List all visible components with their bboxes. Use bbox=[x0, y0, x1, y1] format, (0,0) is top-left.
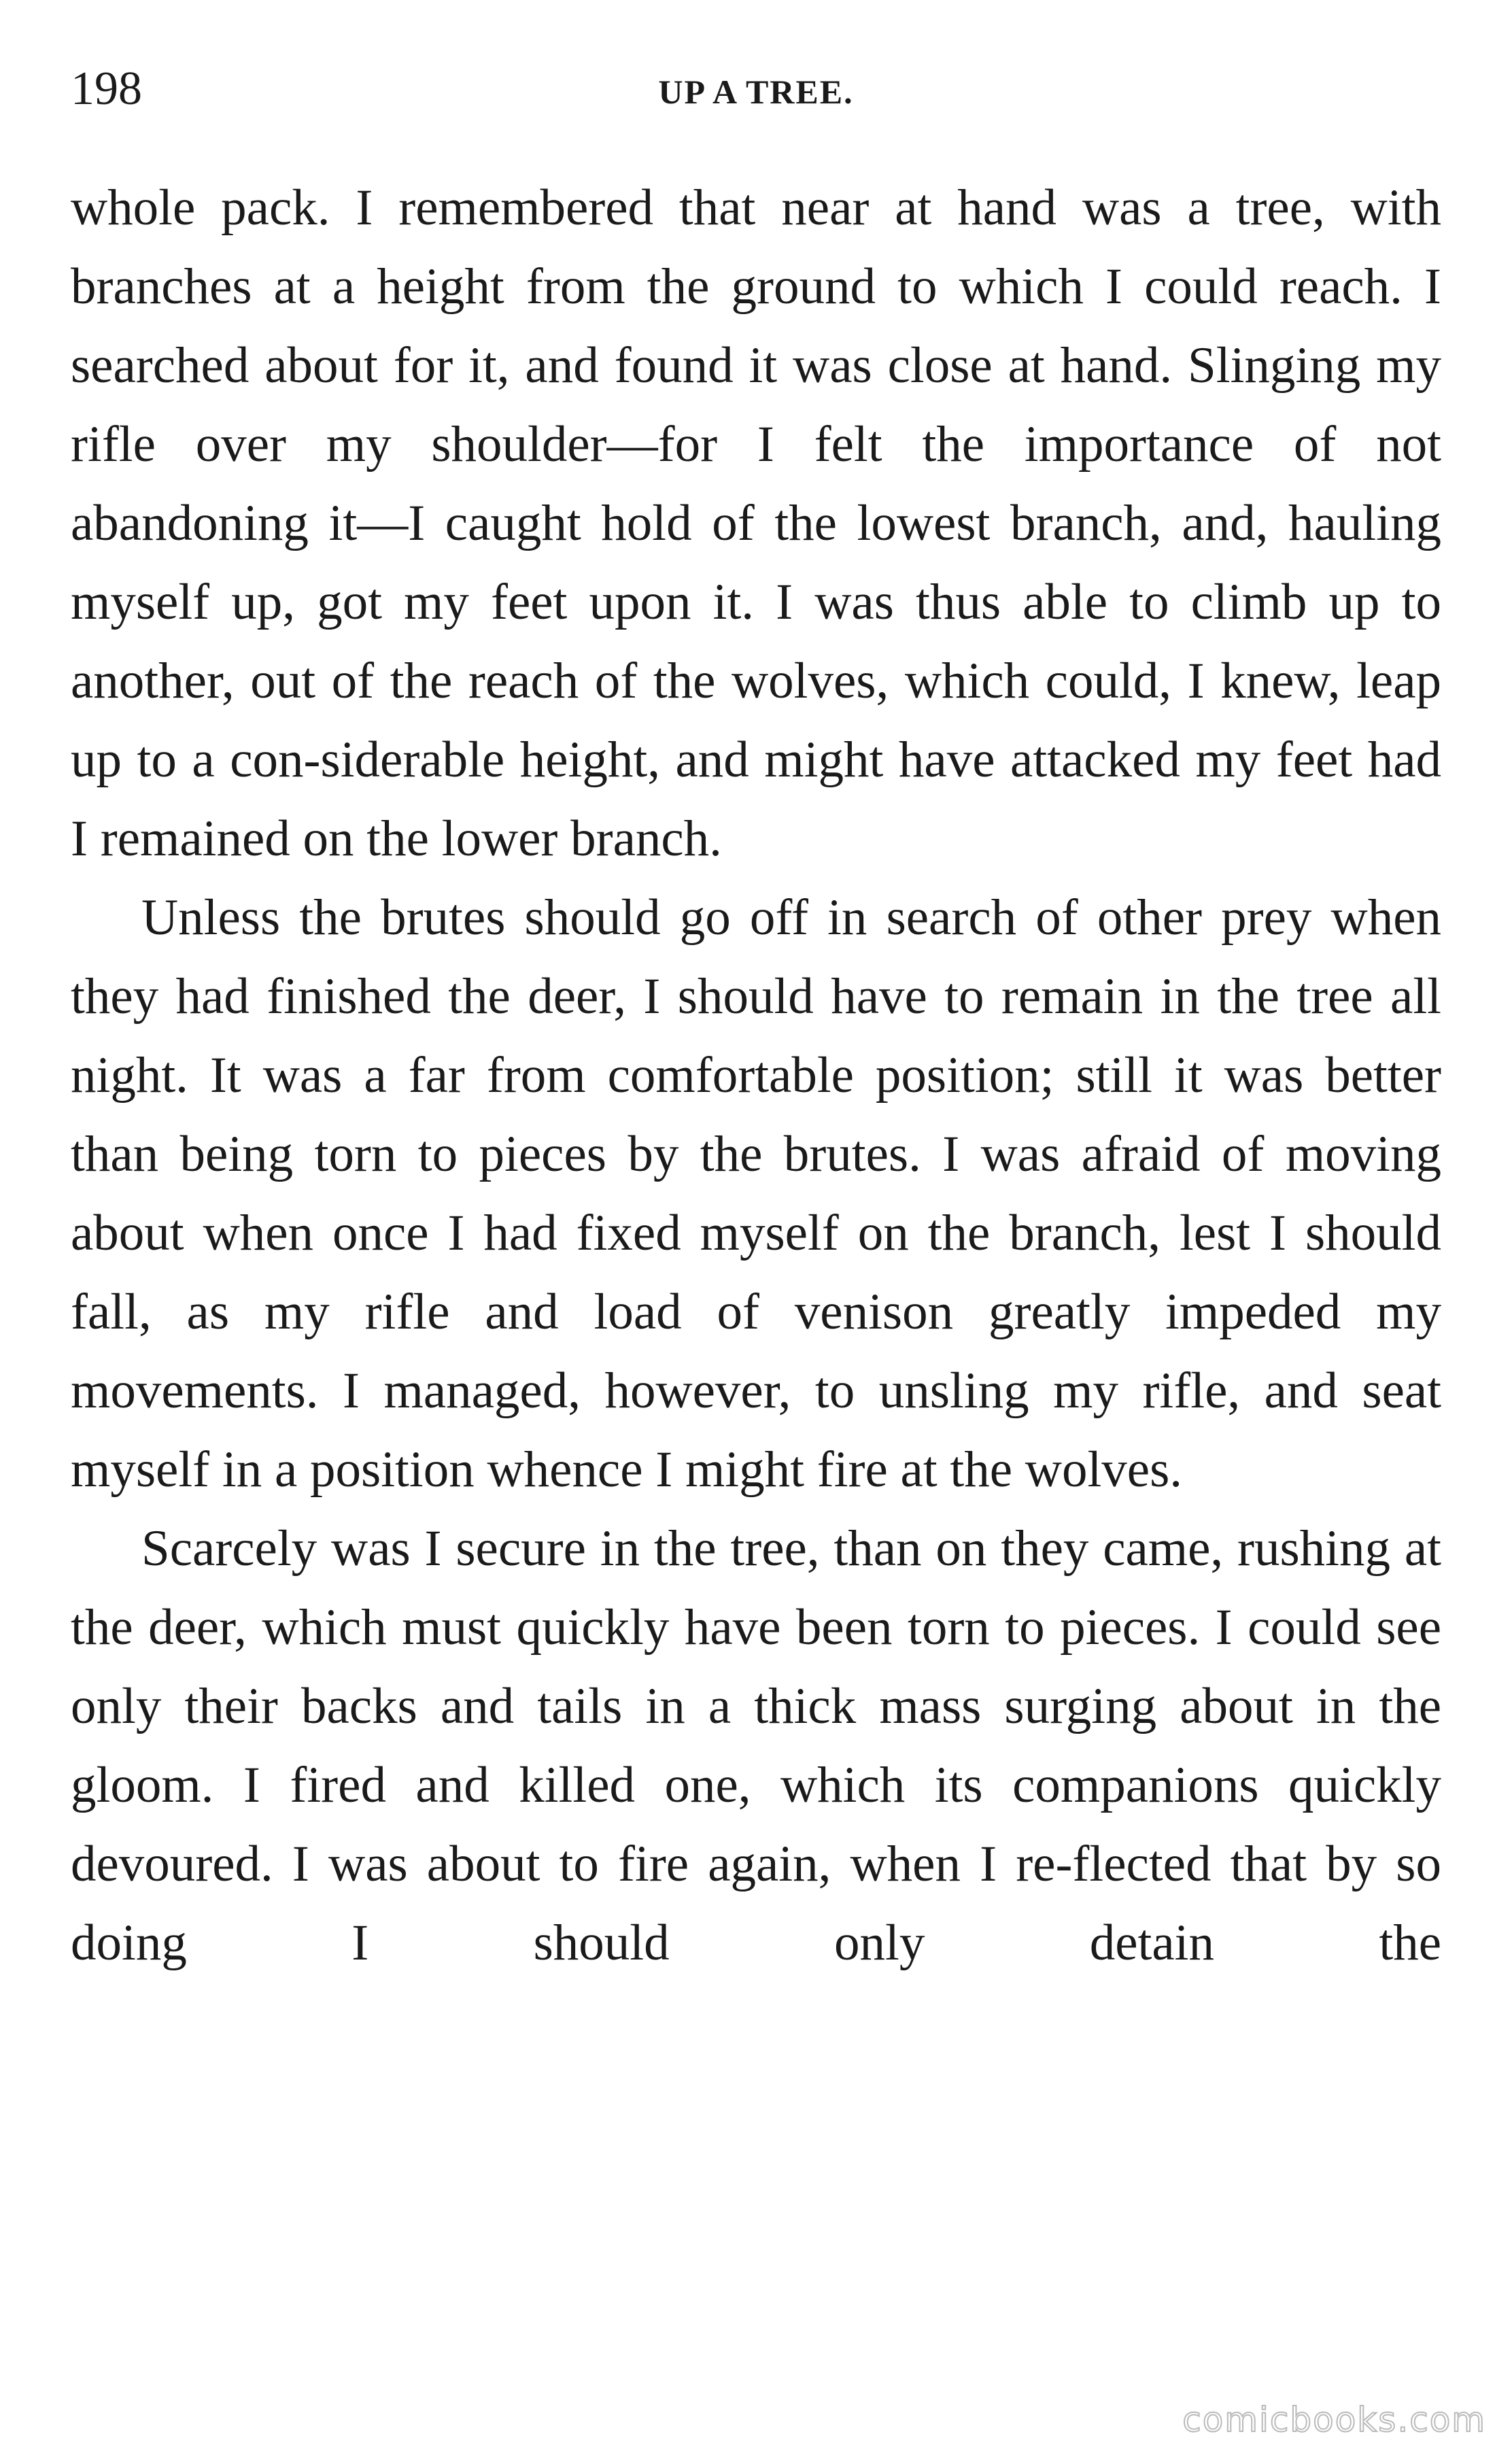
paragraph: Unless the brutes should go off in search of other prey when they had finished the deer, I should have to remain in the tree all night. It was a far from comfortable position; still it was better than being torn to pieces by the brutes. I was afraid of moving about when once I had fixed myself on the branch, lest I should fall, as my rifle and load of venison greatly impeded my movements. I managed, however, to unsling my rifle, and seat myself in a position whence I might fire at the wolves. bbox=[71, 889, 1441, 1498]
running-head: UP A TREE. bbox=[658, 73, 854, 111]
page-number: 198 bbox=[71, 63, 142, 115]
watermark: comicbooks.com bbox=[1182, 2400, 1486, 2440]
page-header bbox=[71, 58, 1441, 120]
body-text bbox=[71, 169, 1441, 1983]
paragraph-continued: whole pack. I remembered that near at hand was a tree, with branches at a height from the ground to which I could reach. I searched about for it, and found it was close at hand. Slinging my rifle over my shoulder—for I felt the importance of not abandoning it—I caught hold of the lowest branch, and, hauling myself up, got my feet upon it. I was thus able to climb up to another, out of the reach of the wolves, which could, I knew, leap up to a con-siderable height, and might have attacked my feet had I remained on the lower branch. bbox=[71, 179, 1441, 867]
paragraph-continues: Scarcely was I secure in the tree, than on they came, rushing at the deer, which must quickly have been torn to pieces. I could see only their backs and tails in a thick mass surging about in the gloom. I fired and killed one, which its companions quickly devoured. I was about to fire again, when I re-flected that by so doing I should only detain the bbox=[71, 1520, 1441, 1971]
